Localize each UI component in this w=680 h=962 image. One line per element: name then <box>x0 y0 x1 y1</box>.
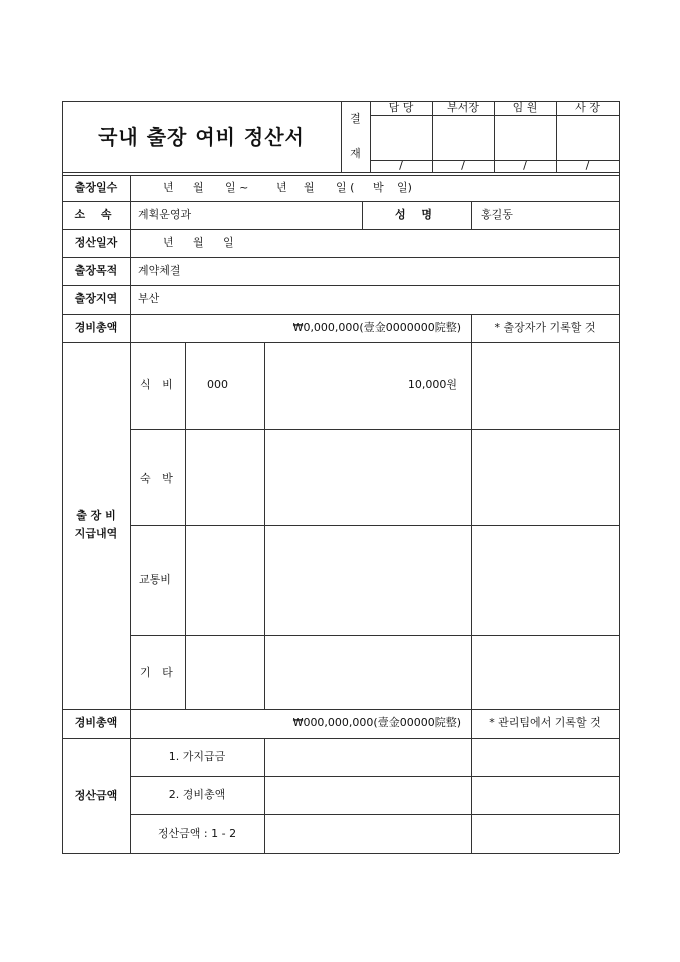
total-expense-value[interactable]: ₩0,000,000(壹金0000000院整) <box>292 321 461 334</box>
settle-date-day[interactable]: 일 <box>223 236 234 249</box>
expense-details-label: 지급내역 <box>74 527 118 540</box>
approval-date-slash: / <box>461 159 465 172</box>
trip-days-month-start[interactable]: 월 <box>193 181 204 194</box>
expense-item-meals-amount[interactable]: 10,000원 <box>407 378 457 391</box>
settle-date-month[interactable]: 월 <box>193 236 204 249</box>
settlement-formula: 정산금액 : 1 - 2 <box>157 827 237 840</box>
approval-label-top: 결 <box>350 112 361 125</box>
total-expense-admin-label: 경비총액 <box>74 716 118 729</box>
expense-item-meals: 식 비 <box>140 378 177 391</box>
purpose-label: 출장목적 <box>74 264 118 277</box>
region-label: 출장지역 <box>74 292 118 305</box>
total-expense-note: * 출장자가 기록할 것 <box>494 321 596 334</box>
total-expense-label: 경비총액 <box>74 321 118 334</box>
name-label: 성 명 <box>394 208 439 221</box>
approval-label-bottom: 재 <box>350 147 361 160</box>
approval-col-executive: 임 원 <box>512 101 538 114</box>
trip-days-label: 출장일수 <box>74 181 118 194</box>
trip-days-days[interactable]: 일) <box>397 181 412 194</box>
affiliation-value[interactable]: 계획운영과 <box>138 208 192 221</box>
expense-item-lodging: 숙 박 <box>140 472 177 485</box>
affiliation-label: 소 속 <box>74 208 118 221</box>
expense-details-label: 출 장 비 <box>76 509 116 522</box>
page-title: 국내 출장 여비 정산서 <box>98 125 305 149</box>
trip-days-month-end[interactable]: 월 <box>304 181 315 194</box>
settle-date-label: 정산일자 <box>74 236 118 249</box>
approval-col-president: 사 장 <box>575 101 600 114</box>
purpose-value[interactable]: 계약체결 <box>138 264 181 277</box>
trip-days-day-end[interactable]: 일 ( <box>336 181 355 194</box>
approval-date-slash: / <box>399 159 403 172</box>
approval-col-staff: 담 당 <box>388 101 414 114</box>
region-value[interactable]: 부산 <box>138 292 160 305</box>
settlement-label: 정산금액 <box>74 789 118 802</box>
approval-col-dept-head: 부서장 <box>447 101 479 114</box>
settlement-advance: 1. 가지급금 <box>168 750 226 763</box>
expense-item-other: 기 타 <box>140 666 177 679</box>
total-expense-admin-note: * 관리팀에서 기록할 것 <box>489 716 601 729</box>
trip-days-year-end[interactable]: 년 <box>276 181 287 194</box>
name-value[interactable]: 홍길동 <box>481 208 513 221</box>
approval-date-slash: / <box>523 159 527 172</box>
trip-days-nights[interactable]: 박 <box>373 181 384 194</box>
settle-date-year[interactable]: 년 <box>163 236 174 249</box>
expense-item-transport: 교통비 <box>139 573 171 586</box>
trip-days-day-start[interactable]: 일 ~ <box>225 181 249 194</box>
settlement-total-expense: 2. 경비총액 <box>168 788 226 801</box>
total-expense-admin-value[interactable]: ₩000,000,000(壹金00000院整) <box>292 716 461 729</box>
expense-item-meals-detail[interactable]: 000 <box>207 378 228 391</box>
approval-date-slash: / <box>585 159 590 172</box>
trip-days-year-start[interactable]: 년 <box>163 181 174 194</box>
